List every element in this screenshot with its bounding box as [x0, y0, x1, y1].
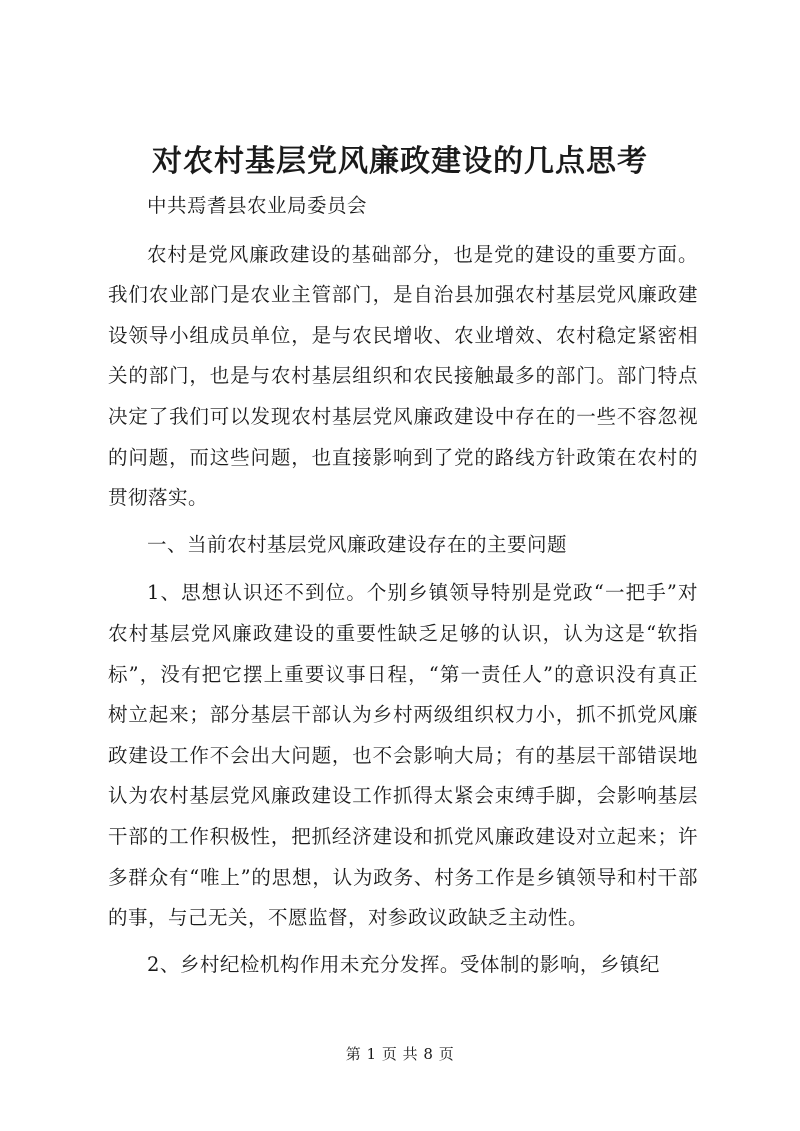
- paragraph-item-1: 1、思想认识还不到位。个别乡镇领导特别是党政“一把手”对农村基层党风廉政建设的重要性缺乏足够的认识，认为这是“软指标”，没有把它摆上重要议事日程，“第一责任人”的意识没有真正树立起来；部分基层干部认为乡村两级组织权力小，抓不抓党风廉政建设工作不会出大问题，也不会影响大局；有的基层干部错误地认为农村基层党风廉政建设工作抓得太紧会束缚手脚，会影响基层干部的工作积极性，把抓经济建设和抓党风廉政建设对立起来；许多群众有“唯上”的思想，认为政务、村务工作是乡镇领导和村干部的事，与己无关，不愿监督，对参政议政缺乏主动性。: [108, 581, 698, 930]
- section-heading: 一、当前农村基层党风廉政建设存在的主要问题: [147, 532, 568, 556]
- page-footer: 第 1 页 共 8 页: [345, 1045, 455, 1063]
- paragraph-item-2: 2、乡村纪检机构作用未充分发挥。受体制的影响，乡镇纪: [147, 952, 660, 976]
- paragraph-intro: 农村是党风廉政建设的基础部分，也是党的建设的重要方面。我们农业部门是农业主管部门，是自治县加强农村基层党风廉政建设领导小组成员单位，是与农民增收、农业增效、农村稳定紧密相关的部门，也是与农村基层组织和农民接触最多的部门。部门特点决定了我们可以发现农村基层党风廉政建设中存在的一些不容忽视的问题，而这些问题，也直接影响到了党的路线方针政策在农村的贯彻落实。: [108, 242, 698, 510]
- document-title: 对农村基层党风廉政建设的几点思考: [152, 144, 648, 179]
- author-affiliation: 中共焉耆县农业局委员会: [147, 194, 368, 217]
- document-body: [108, 186, 698, 985]
